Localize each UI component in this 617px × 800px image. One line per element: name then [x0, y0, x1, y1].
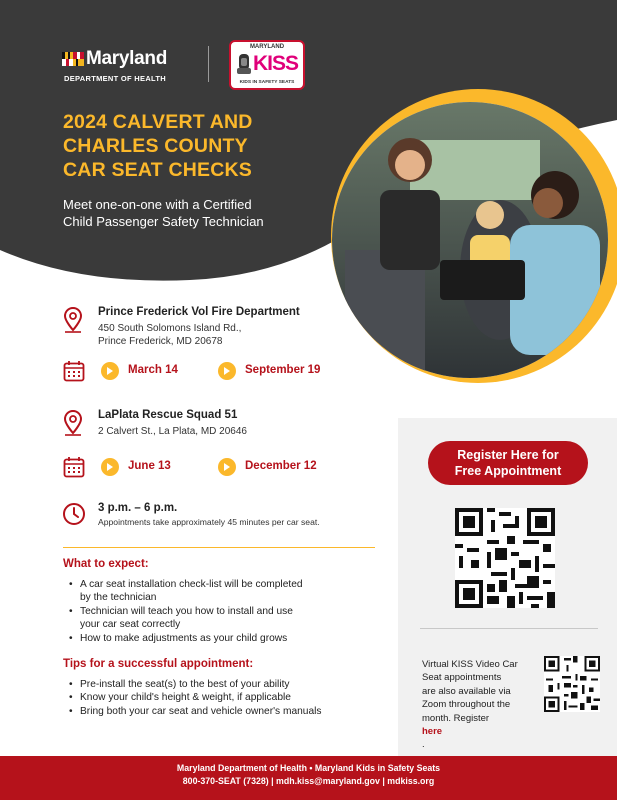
section-divider [63, 547, 375, 548]
list-item: • Bring both your car seat and vehicle owner's manuals [66, 705, 321, 718]
virtual-line: month. Register here . [422, 712, 490, 751]
what-to-expect-heading: What to expect: [63, 558, 149, 570]
subtitle-line: Meet one-on-one with a Certified [63, 197, 252, 212]
location-address [98, 322, 241, 348]
appointment-note: Appointments take approximately 45 minutes per car seat. [98, 517, 320, 527]
location-address [98, 425, 247, 438]
qr-code-icon[interactable] [455, 508, 555, 608]
list-item: • Know your child's height & weight, if applicable [66, 691, 321, 704]
location-name: LaPlata Rescue Squad 51 [98, 409, 238, 421]
register-button-label: Register Here for [457, 448, 559, 462]
arrow-right-icon [101, 458, 119, 476]
calendar-icon [63, 456, 85, 478]
tips-heading: Tips for a successful appointment: [63, 658, 254, 670]
list-item: • Pre-install the seat(s) to the best of your ability [66, 678, 321, 691]
location-pin-icon [63, 409, 83, 437]
kiss-logo-top: MARYLAND [249, 44, 285, 50]
department-of-health-label: DEPARTMENT OF HEALTH [64, 74, 166, 83]
address-line: 450 South Solomons Island Rd., [98, 323, 242, 334]
kiss-logo-bottom: KIDS IN SAFETY SEATS [239, 80, 295, 85]
virtual-line: Zoom throughout the [422, 699, 511, 711]
clock-icon [62, 502, 86, 526]
arrow-right-icon [218, 362, 236, 380]
list-item: • How to make adjustments as your child grows [66, 632, 303, 645]
register-button[interactable] [428, 441, 588, 485]
tips-list [66, 678, 321, 718]
what-to-expect-list [66, 578, 303, 645]
kiss-logo-word: KISS [253, 52, 299, 75]
virtual-line: are also available via [422, 685, 511, 697]
address-line: 2 Calvert St., La Plata, MD 20646 [98, 426, 247, 437]
location-name: Prince Frederick Vol Fire Department [98, 306, 300, 318]
qr-code-icon[interactable] [544, 656, 600, 712]
address-line: Prince Frederick, MD 20678 [98, 336, 223, 347]
event-date: December 12 [245, 460, 317, 472]
event-date: June 13 [128, 460, 171, 472]
title-line: CHARLES COUNTY [63, 135, 248, 157]
arrow-right-icon [218, 458, 236, 476]
title-line: CAR SEAT CHECKS [63, 159, 252, 181]
event-date: September 19 [245, 364, 321, 376]
footer [0, 756, 617, 800]
title-line: 2024 CALVERT AND [63, 111, 253, 133]
arrow-right-icon [101, 362, 119, 380]
virtual-line: Virtual KISS Video Car [422, 659, 518, 670]
location-pin-icon [63, 306, 83, 334]
calendar-icon [63, 360, 85, 382]
footer-organization: Maryland Department of Health • Maryland Kids in Safety Seats [176, 763, 441, 773]
virtual-line: Seat appointments [422, 672, 502, 684]
panel-divider [420, 628, 598, 629]
virtual-appointments-text [422, 658, 542, 752]
subtitle-line: Child Passenger Safety Technician [63, 214, 264, 229]
event-date: March 14 [128, 364, 178, 376]
maryland-name: Maryland [86, 48, 168, 69]
register-button-label: Free Appointment [454, 464, 562, 478]
list-item: • Technician will teach you how to install and use your car seat correctly [66, 605, 303, 632]
appointment-hours: 3 p.m. – 6 p.m. [98, 502, 178, 514]
footer-contact: 800-370-SEAT (7328) | mdh.kiss@maryland.gov | mdkiss.org [182, 776, 435, 786]
list-item: • A car seat installation check-list will be completed by the technician [66, 578, 303, 605]
register-here-link[interactable]: here [422, 726, 443, 738]
